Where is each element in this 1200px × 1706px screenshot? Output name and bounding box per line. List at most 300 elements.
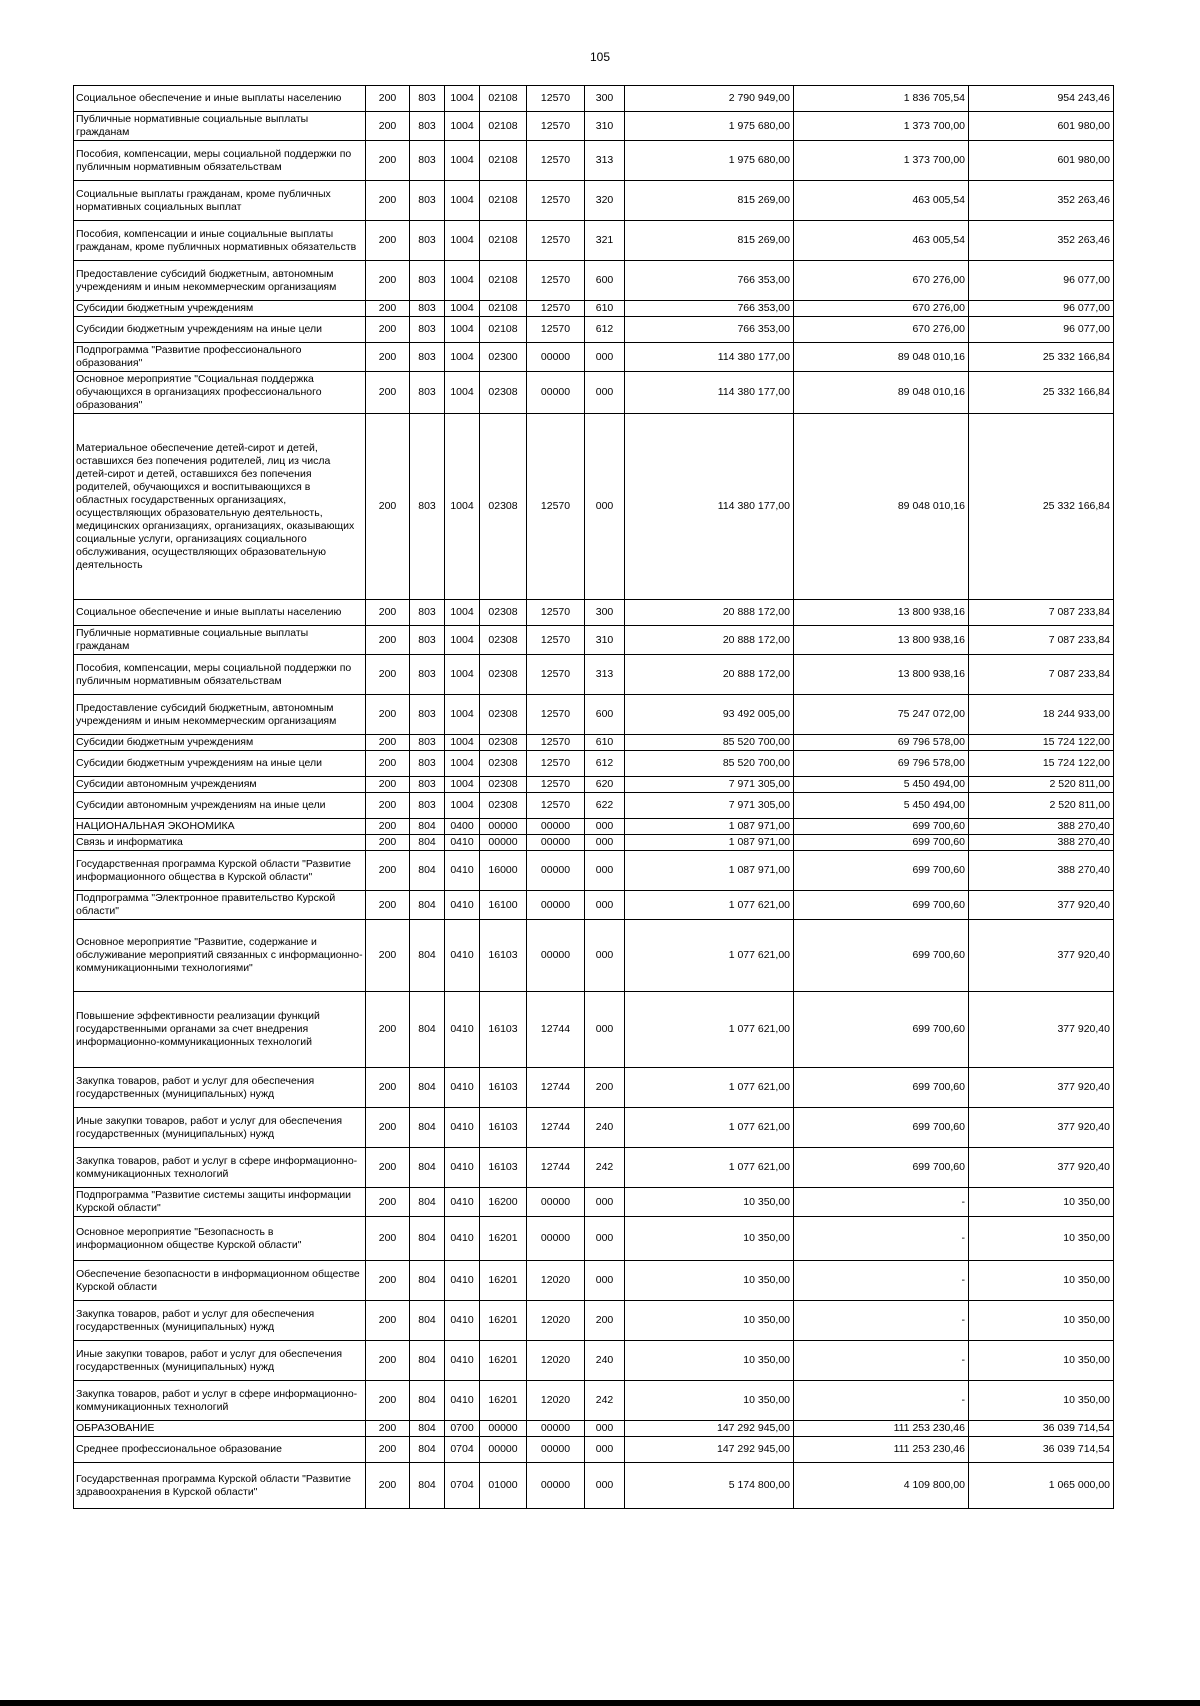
amount-1: 2 790 949,00 (625, 86, 794, 112)
amount-2: 699 700,60 (794, 819, 969, 835)
amount-2: 670 276,00 (794, 301, 969, 317)
code-1: 200 (366, 221, 410, 261)
code-3: 1004 (445, 372, 480, 414)
row-name: Публичные нормативные социальные выплаты гражданам (74, 626, 366, 655)
code-6: 000 (585, 920, 625, 992)
amount-2: 670 276,00 (794, 261, 969, 301)
code-3: 0410 (445, 1381, 480, 1421)
code-2: 804 (410, 1108, 445, 1148)
code-2: 804 (410, 851, 445, 891)
code-6: 000 (585, 819, 625, 835)
amount-1: 114 380 177,00 (625, 414, 794, 600)
code-2: 803 (410, 141, 445, 181)
code-3: 1004 (445, 655, 480, 695)
code-5: 12570 (527, 261, 585, 301)
code-1: 200 (366, 1421, 410, 1437)
code-4: 02308 (480, 793, 527, 819)
table-row (74, 112, 1114, 141)
code-1: 200 (366, 1341, 410, 1381)
code-6: 000 (585, 414, 625, 600)
code-1: 200 (366, 1188, 410, 1217)
row-name: Социальное обеспечение и иные выплаты населению (74, 600, 366, 626)
table-row (74, 372, 1114, 414)
code-6: 622 (585, 793, 625, 819)
code-1: 200 (366, 112, 410, 141)
code-1: 200 (366, 600, 410, 626)
code-5: 12744 (527, 1148, 585, 1188)
table-row (74, 1463, 1114, 1509)
code-3: 1004 (445, 600, 480, 626)
code-3: 1004 (445, 695, 480, 735)
amount-3: 377 920,40 (969, 1108, 1114, 1148)
code-4: 02308 (480, 735, 527, 751)
code-2: 803 (410, 317, 445, 343)
code-2: 803 (410, 181, 445, 221)
code-2: 803 (410, 372, 445, 414)
code-3: 1004 (445, 735, 480, 751)
code-4: 02308 (480, 695, 527, 735)
code-4: 16201 (480, 1381, 527, 1421)
amount-2: 75 247 072,00 (794, 695, 969, 735)
code-4: 02300 (480, 343, 527, 372)
code-5: 12570 (527, 141, 585, 181)
code-1: 200 (366, 1437, 410, 1463)
amount-3: 96 077,00 (969, 261, 1114, 301)
code-3: 0410 (445, 891, 480, 920)
code-4: 02308 (480, 414, 527, 600)
code-2: 804 (410, 992, 445, 1068)
code-5: 12020 (527, 1381, 585, 1421)
amount-2: - (794, 1381, 969, 1421)
row-name: Подпрограмма "Электронное правительство Курской области" (74, 891, 366, 920)
code-5: 00000 (527, 920, 585, 992)
code-1: 200 (366, 1068, 410, 1108)
page-number: 105 (589, 50, 611, 64)
code-1: 200 (366, 920, 410, 992)
code-5: 00000 (527, 1217, 585, 1261)
table-row (74, 261, 1114, 301)
code-3: 1004 (445, 141, 480, 181)
amount-1: 1 077 621,00 (625, 891, 794, 920)
amount-2: 699 700,60 (794, 1068, 969, 1108)
amount-2: 89 048 010,16 (794, 414, 969, 600)
amount-2: 699 700,60 (794, 992, 969, 1068)
code-6: 320 (585, 181, 625, 221)
code-2: 803 (410, 221, 445, 261)
row-name: Субсидии бюджетным учреждениям на иные цели (74, 751, 366, 777)
code-5: 00000 (527, 851, 585, 891)
amount-2: 699 700,60 (794, 891, 969, 920)
table-row (74, 851, 1114, 891)
row-name: Субсидии бюджетным учреждениям на иные цели (74, 317, 366, 343)
amount-1: 85 520 700,00 (625, 751, 794, 777)
amount-1: 5 174 800,00 (625, 1463, 794, 1509)
code-6: 000 (585, 343, 625, 372)
code-1: 200 (366, 1148, 410, 1188)
table-row (74, 343, 1114, 372)
amount-2: - (794, 1261, 969, 1301)
code-4: 16000 (480, 851, 527, 891)
code-6: 300 (585, 600, 625, 626)
code-2: 804 (410, 1421, 445, 1437)
amount-3: 377 920,40 (969, 992, 1114, 1068)
amount-2: 69 796 578,00 (794, 735, 969, 751)
table-row (74, 221, 1114, 261)
row-name: НАЦИОНАЛЬНАЯ ЭКОНОМИКА (74, 819, 366, 835)
table-row (74, 992, 1114, 1068)
code-3: 1004 (445, 301, 480, 317)
table-row (74, 920, 1114, 992)
code-5: 00000 (527, 819, 585, 835)
code-3: 0704 (445, 1437, 480, 1463)
amount-3: 1 065 000,00 (969, 1463, 1114, 1509)
row-name: Предоставление субсидий бюджетным, автономным учреждениям и иным некоммерческим организациям (74, 261, 366, 301)
amount-3: 377 920,40 (969, 920, 1114, 992)
code-4: 02108 (480, 221, 527, 261)
amount-2: 89 048 010,16 (794, 343, 969, 372)
amount-3: 25 332 166,84 (969, 414, 1114, 600)
code-2: 803 (410, 301, 445, 317)
code-1: 200 (366, 626, 410, 655)
amount-3: 10 350,00 (969, 1217, 1114, 1261)
code-6: 240 (585, 1108, 625, 1148)
code-3: 1004 (445, 221, 480, 261)
code-4: 16201 (480, 1341, 527, 1381)
code-2: 804 (410, 1381, 445, 1421)
code-5: 00000 (527, 1421, 585, 1437)
amount-3: 10 350,00 (969, 1188, 1114, 1217)
amount-2: 699 700,60 (794, 1148, 969, 1188)
code-6: 200 (585, 1301, 625, 1341)
amount-1: 10 350,00 (625, 1301, 794, 1341)
code-2: 803 (410, 751, 445, 777)
code-4: 00000 (480, 835, 527, 851)
code-6: 610 (585, 735, 625, 751)
code-3: 0410 (445, 920, 480, 992)
table-row (74, 181, 1114, 221)
amount-2: 1 836 705,54 (794, 86, 969, 112)
amount-1: 10 350,00 (625, 1188, 794, 1217)
amount-2: 699 700,60 (794, 835, 969, 851)
code-2: 804 (410, 1217, 445, 1261)
code-2: 804 (410, 1437, 445, 1463)
code-1: 200 (366, 835, 410, 851)
code-6: 620 (585, 777, 625, 793)
row-name: Повышение эффективности реализации функций государственными органами за счет внедрения информационно-коммуникационных технологий (74, 992, 366, 1068)
code-5: 12570 (527, 735, 585, 751)
amount-2: 111 253 230,46 (794, 1437, 969, 1463)
code-3: 0410 (445, 1261, 480, 1301)
amount-2: 4 109 800,00 (794, 1463, 969, 1509)
code-4: 02108 (480, 301, 527, 317)
code-4: 02108 (480, 86, 527, 112)
code-1: 200 (366, 317, 410, 343)
code-2: 804 (410, 819, 445, 835)
amount-2: - (794, 1301, 969, 1341)
code-3: 1004 (445, 626, 480, 655)
table-row (74, 735, 1114, 751)
amount-3: 388 270,40 (969, 819, 1114, 835)
code-3: 0410 (445, 1217, 480, 1261)
row-name: Закупка товаров, работ и услуг для обеспечения государственных (муниципальных) нужд (74, 1301, 366, 1341)
code-5: 00000 (527, 1188, 585, 1217)
code-2: 803 (410, 655, 445, 695)
code-3: 0410 (445, 835, 480, 851)
row-name: Субсидии автономным учреждениям на иные цели (74, 793, 366, 819)
code-1: 200 (366, 86, 410, 112)
code-5: 12570 (527, 655, 585, 695)
code-1: 200 (366, 777, 410, 793)
amount-3: 25 332 166,84 (969, 343, 1114, 372)
amount-3: 601 980,00 (969, 112, 1114, 141)
amount-3: 15 724 122,00 (969, 735, 1114, 751)
amount-1: 1 087 971,00 (625, 851, 794, 891)
code-1: 200 (366, 793, 410, 819)
code-4: 02308 (480, 626, 527, 655)
amount-1: 93 492 005,00 (625, 695, 794, 735)
amount-1: 10 350,00 (625, 1217, 794, 1261)
code-5: 12744 (527, 992, 585, 1068)
amount-3: 2 520 811,00 (969, 777, 1114, 793)
code-2: 804 (410, 1148, 445, 1188)
code-5: 00000 (527, 343, 585, 372)
code-1: 200 (366, 655, 410, 695)
amount-3: 352 263,46 (969, 221, 1114, 261)
code-3: 0410 (445, 1341, 480, 1381)
amount-3: 18 244 933,00 (969, 695, 1114, 735)
amount-1: 766 353,00 (625, 301, 794, 317)
code-3: 0410 (445, 1148, 480, 1188)
code-1: 200 (366, 1301, 410, 1341)
code-1: 200 (366, 261, 410, 301)
row-name: Подпрограмма "Развитие профессионального образования" (74, 343, 366, 372)
table-row (74, 600, 1114, 626)
amount-2: 13 800 938,16 (794, 600, 969, 626)
row-name: Социальные выплаты гражданам, кроме публичных нормативных социальных выплат (74, 181, 366, 221)
amount-1: 85 520 700,00 (625, 735, 794, 751)
row-name: Предоставление субсидий бюджетным, автономным учреждениям и иным некоммерческим организациям (74, 695, 366, 735)
code-3: 0704 (445, 1463, 480, 1509)
code-3: 0410 (445, 992, 480, 1068)
code-2: 804 (410, 891, 445, 920)
table-row (74, 626, 1114, 655)
code-4: 16103 (480, 920, 527, 992)
amount-1: 1 077 621,00 (625, 920, 794, 992)
code-3: 1004 (445, 777, 480, 793)
amount-3: 388 270,40 (969, 835, 1114, 851)
code-3: 1004 (445, 751, 480, 777)
table-row (74, 793, 1114, 819)
code-6: 600 (585, 695, 625, 735)
code-4: 01000 (480, 1463, 527, 1509)
row-name: Пособия, компенсации и иные социальные выплаты гражданам, кроме публичных нормативных обязательств (74, 221, 366, 261)
row-name: Подпрограмма "Развитие системы защиты информации Курской области" (74, 1188, 366, 1217)
code-3: 0700 (445, 1421, 480, 1437)
table-row (74, 1341, 1114, 1381)
amount-2: 111 253 230,46 (794, 1421, 969, 1437)
amount-1: 1 975 680,00 (625, 141, 794, 181)
code-6: 000 (585, 1421, 625, 1437)
code-1: 200 (366, 372, 410, 414)
code-4: 00000 (480, 819, 527, 835)
amount-3: 7 087 233,84 (969, 655, 1114, 695)
amount-1: 114 380 177,00 (625, 372, 794, 414)
amount-2: - (794, 1188, 969, 1217)
amount-2: 89 048 010,16 (794, 372, 969, 414)
amount-3: 10 350,00 (969, 1381, 1114, 1421)
amount-2: - (794, 1341, 969, 1381)
code-5: 00000 (527, 891, 585, 920)
code-3: 1004 (445, 86, 480, 112)
code-6: 000 (585, 372, 625, 414)
code-2: 803 (410, 793, 445, 819)
amount-3: 377 920,40 (969, 1068, 1114, 1108)
row-name: Закупка товаров, работ и услуг в сфере информационно-коммуникационных технологий (74, 1381, 366, 1421)
code-2: 803 (410, 626, 445, 655)
code-1: 200 (366, 735, 410, 751)
code-3: 1004 (445, 343, 480, 372)
table-row (74, 1301, 1114, 1341)
code-6: 000 (585, 1188, 625, 1217)
amount-1: 7 971 305,00 (625, 777, 794, 793)
code-2: 804 (410, 1341, 445, 1381)
amount-1: 1 077 621,00 (625, 1148, 794, 1188)
amount-1: 766 353,00 (625, 317, 794, 343)
table-row (74, 655, 1114, 695)
code-6: 612 (585, 317, 625, 343)
code-5: 12570 (527, 301, 585, 317)
scan-bottom-edge (0, 1700, 1200, 1706)
amount-2: 1 373 700,00 (794, 141, 969, 181)
amount-3: 601 980,00 (969, 141, 1114, 181)
amount-1: 1 087 971,00 (625, 835, 794, 851)
code-1: 200 (366, 1217, 410, 1261)
table-row (74, 1217, 1114, 1261)
code-6: 313 (585, 141, 625, 181)
amount-3: 10 350,00 (969, 1301, 1114, 1341)
code-3: 0410 (445, 1188, 480, 1217)
amount-2: 5 450 494,00 (794, 777, 969, 793)
code-4: 02108 (480, 317, 527, 343)
amount-1: 815 269,00 (625, 181, 794, 221)
code-4: 00000 (480, 1437, 527, 1463)
code-6: 313 (585, 655, 625, 695)
code-5: 12020 (527, 1301, 585, 1341)
row-name: Закупка товаров, работ и услуг в сфере информационно-коммуникационных технологий (74, 1148, 366, 1188)
code-6: 000 (585, 1217, 625, 1261)
table-row (74, 1437, 1114, 1463)
amount-3: 10 350,00 (969, 1341, 1114, 1381)
row-name: Субсидии бюджетным учреждениям (74, 735, 366, 751)
code-6: 600 (585, 261, 625, 301)
code-4: 16103 (480, 1068, 527, 1108)
table-row (74, 414, 1114, 600)
amount-3: 96 077,00 (969, 317, 1114, 343)
amount-2: 463 005,54 (794, 221, 969, 261)
code-4: 02108 (480, 141, 527, 181)
amount-3: 388 270,40 (969, 851, 1114, 891)
row-name: Субсидии автономным учреждениям (74, 777, 366, 793)
code-5: 00000 (527, 1463, 585, 1509)
amount-1: 1 077 621,00 (625, 1068, 794, 1108)
code-5: 12570 (527, 317, 585, 343)
row-name: Основное мероприятие "Безопасность в информационном обществе Курской области" (74, 1217, 366, 1261)
code-3: 1004 (445, 261, 480, 301)
amount-3: 7 087 233,84 (969, 626, 1114, 655)
code-4: 02108 (480, 112, 527, 141)
row-name: Основное мероприятие "Развитие, содержание и обслуживание мероприятий связанных с информационно-коммуникационными технологиями" (74, 920, 366, 992)
code-5: 12570 (527, 112, 585, 141)
row-name: Публичные нормативные социальные выплаты гражданам (74, 112, 366, 141)
code-4: 02108 (480, 181, 527, 221)
code-2: 803 (410, 86, 445, 112)
code-4: 16100 (480, 891, 527, 920)
table-row (74, 141, 1114, 181)
code-6: 000 (585, 1463, 625, 1509)
amount-3: 36 039 714,54 (969, 1421, 1114, 1437)
code-1: 200 (366, 1261, 410, 1301)
code-1: 200 (366, 819, 410, 835)
code-3: 1004 (445, 793, 480, 819)
code-6: 300 (585, 86, 625, 112)
code-2: 803 (410, 600, 445, 626)
amount-2: 699 700,60 (794, 851, 969, 891)
amount-1: 10 350,00 (625, 1261, 794, 1301)
table-row (74, 835, 1114, 851)
row-name: Среднее профессиональное образование (74, 1437, 366, 1463)
amount-1: 766 353,00 (625, 261, 794, 301)
code-2: 803 (410, 343, 445, 372)
row-name: Социальное обеспечение и иные выплаты населению (74, 86, 366, 112)
table-row (74, 695, 1114, 735)
table-row (74, 1188, 1114, 1217)
code-6: 000 (585, 992, 625, 1068)
amount-2: 463 005,54 (794, 181, 969, 221)
amount-1: 10 350,00 (625, 1381, 794, 1421)
amount-3: 352 263,46 (969, 181, 1114, 221)
row-name: Материальное обеспечение детей-сирот и детей, оставшихся без попечения родителей, лиц из числа детей-сирот и детей, оставшихся без попечения родителей, обучающихся и воспитывающихся в областных государственных организациях, осуществляющих образовательную деятельность, медицинских организациях, организациях, оказывающих социальные услуги, организациях социального обслуживания, осуществляющих образовательную деятельность (74, 414, 366, 600)
amount-3: 2 520 811,00 (969, 793, 1114, 819)
code-3: 0410 (445, 1108, 480, 1148)
code-5: 12570 (527, 695, 585, 735)
code-6: 242 (585, 1148, 625, 1188)
code-6: 200 (585, 1068, 625, 1108)
code-3: 1004 (445, 112, 480, 141)
code-1: 200 (366, 695, 410, 735)
row-name: Основное мероприятие "Социальная поддержка обучающихся в организациях профессионального образования" (74, 372, 366, 414)
code-4: 16201 (480, 1301, 527, 1341)
code-3: 1004 (445, 317, 480, 343)
code-5: 12570 (527, 793, 585, 819)
code-2: 803 (410, 777, 445, 793)
amount-3: 954 243,46 (969, 86, 1114, 112)
code-5: 00000 (527, 1437, 585, 1463)
code-2: 804 (410, 1188, 445, 1217)
amount-3: 377 920,40 (969, 891, 1114, 920)
code-2: 804 (410, 1261, 445, 1301)
code-2: 804 (410, 920, 445, 992)
amount-3: 25 332 166,84 (969, 372, 1114, 414)
table-row (74, 777, 1114, 793)
code-2: 803 (410, 414, 445, 600)
code-5: 12570 (527, 86, 585, 112)
row-name: Обеспечение безопасности в информационном обществе Курской области (74, 1261, 366, 1301)
code-3: 1004 (445, 414, 480, 600)
row-name: Связь и информатика (74, 835, 366, 851)
row-name: Пособия, компенсации, меры социальной поддержки по публичным нормативным обязательствам (74, 655, 366, 695)
code-6: 000 (585, 835, 625, 851)
code-4: 02308 (480, 777, 527, 793)
